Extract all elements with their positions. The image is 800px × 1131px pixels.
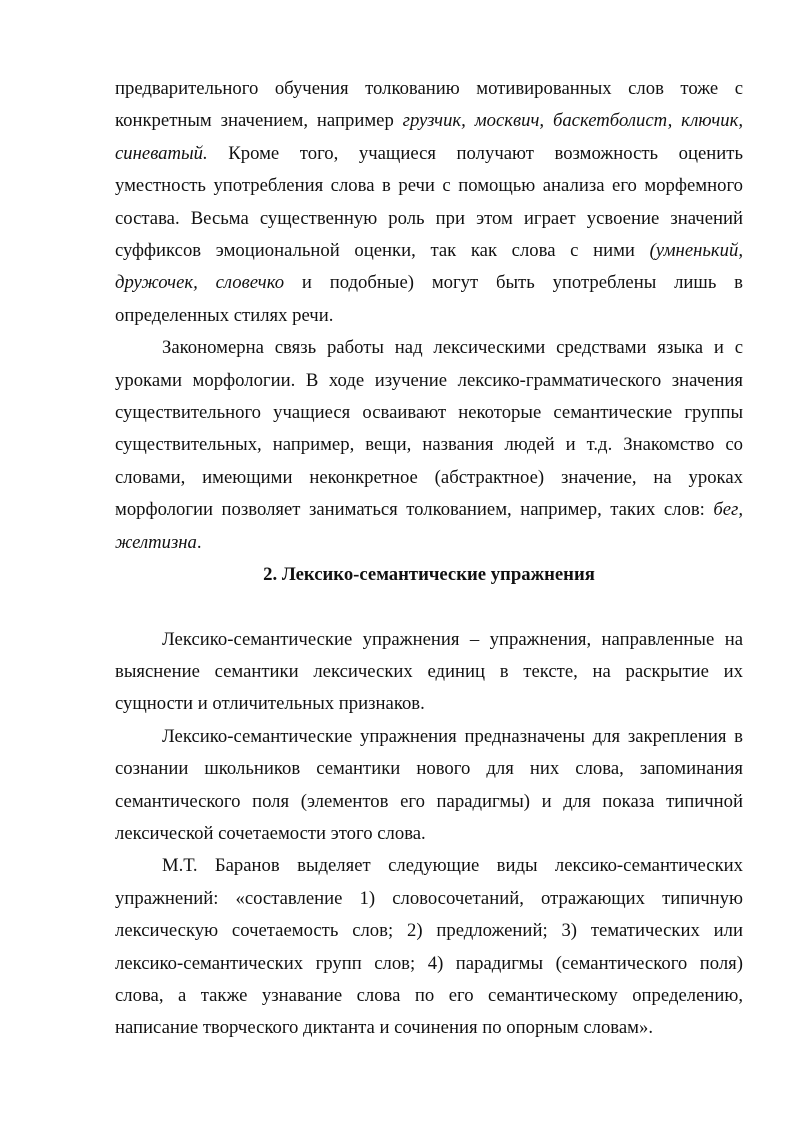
paragraph-4: Лексико-семантические упражнения предназначены для закрепления в сознании школьников семантики нового для них слова, запоминания семантического поля (элементов его парадигмы) и для показа типичной лексической сочетаемости этого слова. [115, 725, 743, 844]
paragraph-1-text-1: предварительного обучения толкованию мотивированных слов тоже с конкретным значением, например [115, 78, 743, 132]
paragraph-3: Лексико-семантические упражнения – упражнения, направленные на выяснение семантики лексических единиц в тексте, на раскрытие их сущности и отличительных признаков. [115, 628, 743, 715]
paragraph-1 [115, 73, 743, 332]
paragraph-5: М.Т. Баранов выделяет следующие виды лексико-семантических упражнений: «составление 1) словосочетаний, отражающих типичную лексическую сочетаемость слов; 2) предложений; 3) тематических или лексико-семантических групп слов; 4) парадигмы (семантического поля) слова, а также узнавание слова по его семантическому определению, написание творческого диктанта и сочинения по опорным словам». [115, 855, 743, 1039]
section-heading: 2. Лексико-семантические упражнения [263, 564, 595, 586]
paragraph-2-italic-examples: бег, желтизна [115, 499, 743, 553]
paragraph-2 [115, 332, 743, 559]
paragraph-2-text-1: Закономерна связь работы над лексическими средствами языка и с уроками морфологии. В ходе изучение лексико-грамматического значения существительного учащиеся осваивают некоторые семантические группы существительных, например, вещи, названия людей и т.д. Знакомство со словами, имеющими неконкретное (абстрактное) значение, на уроках морфологии позволяет заниматься толкованием, например, таких слов: [115, 337, 743, 521]
paragraph-1-italic-examples-1: грузчик, москвич, баскетболист, ключик, синеватый. [115, 110, 743, 164]
paragraph-1-text-2: Кроме того, учащиеся получают возможность оценить уместность употребления слова в речи с помощью анализа его морфемного состава. Весьма существенную роль при этом играет усвоение значений суффиксов эмоциональной оценки, так как слова с ними [115, 142, 743, 262]
paragraph-1-text-3: и подобные) могут быть употреблены лишь в определенных стилях речи. [115, 272, 743, 326]
paragraph-2-text-2: . [196, 531, 202, 553]
paragraph-1-italic-examples-2: (умненький, дружочек, словечко [115, 240, 743, 294]
